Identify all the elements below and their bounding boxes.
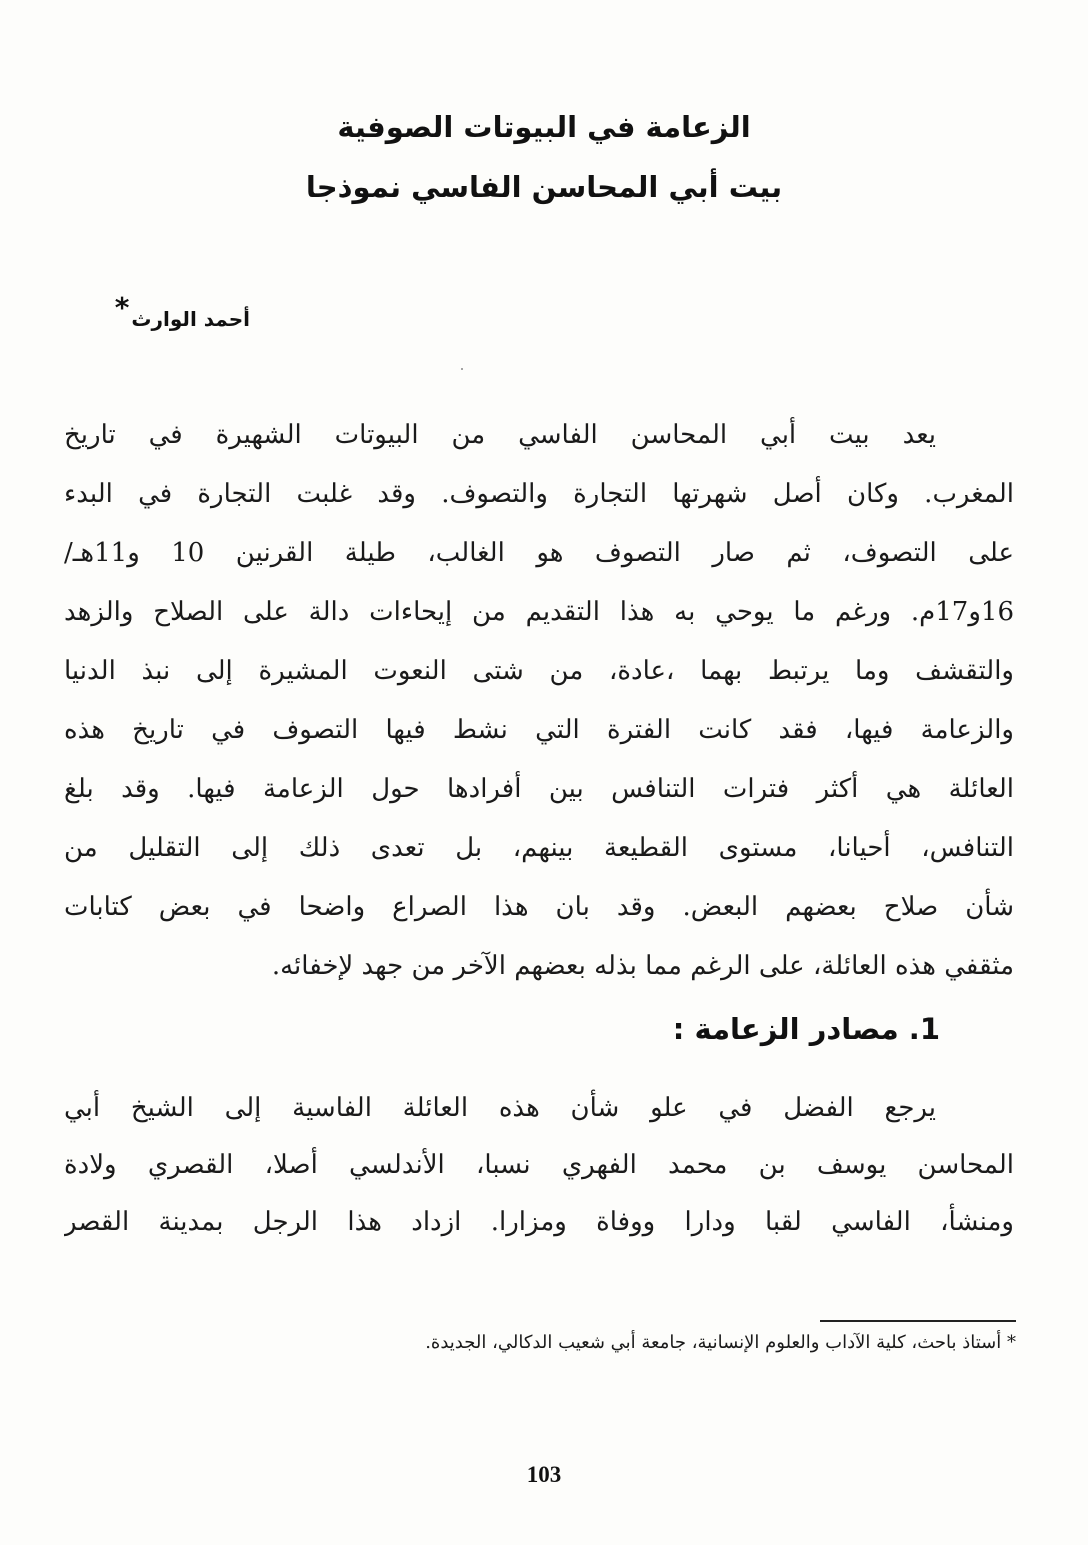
paragraph-2-line: ومنشأ، الفاسي لقبا ودارا ووفاة ومزارا. ازداد هذا الرجل بمدينة القصر [64, 1207, 1014, 1237]
section-heading: 1. مصادر الزعامة : [672, 1012, 940, 1046]
paragraph-1-line: 16و17م. ورغم ما يوحي به هذا التقديم من إيحاءات دالة على الصلاح والزهد [64, 597, 1014, 627]
title-line-1: الزعامة في البيوتات الصوفية [337, 110, 751, 144]
paragraph-1-line: والزعامة فيها، فقد كانت الفترة التي نشط فيها التصوف في تاريخ هذه [64, 715, 1014, 745]
paragraph-1-line: على التصوف، ثم صار التصوف هو الغالب، طيلة القرنين 10 و11هـ/ [64, 538, 1014, 568]
paragraph-1 [64, 406, 1014, 996]
paragraph-1-line: شأن صلاح بعضهم البعض. وقد بان هذا الصراع واضحا في بعض كتابات [64, 892, 1014, 922]
paragraph-1-line: المغرب. وكان أصل شهرتها التجارة والتصوف. وقد غلبت التجارة في البدء [64, 479, 1014, 509]
page-number: 103 [526, 1462, 562, 1487]
footnote-separator [820, 1320, 1016, 1322]
title-line-2: بيت أبي المحاسن الفاسي نموذجا [305, 170, 783, 204]
paragraph-2-line: يرجع الفضل في علو شأن هذه العائلة الفاسية إلى الشيخ أبي [64, 1093, 936, 1123]
paragraph-2 [64, 1080, 1014, 1251]
paragraph-2-line: المحاسن يوسف بن محمد الفهري نسبا، الأندلسي أصلا، القصري ولادة [64, 1150, 1014, 1180]
footnote: * أستاذ باحث، كلية الآداب والعلوم الإنسانية، جامعة أبي شعيب الدكالي، الجديدة. [425, 1332, 1016, 1353]
paragraph-1-line: يعد بيت أبي المحاسن الفاسي من البيوتات الشهيرة في تاريخ [64, 420, 936, 450]
author [114, 291, 250, 333]
author-name: أحمد الوارث [131, 307, 250, 331]
author-footnote-mark: * [114, 291, 130, 324]
paragraph-1-line: العائلة هي أكثر فترات التنافس بين أفرادها حول الزعامة فيها. وقد بلغ [64, 774, 1014, 804]
paragraph-1-line: مثقفي هذه العائلة، على الرغم مما بذله بعضهم الآخر من جهد لإخفائه. [271, 951, 1014, 981]
scan-dot [461, 368, 463, 370]
paragraph-1-line: والتقشف وما يرتبط بهما ،عادة، من شتى النعوت المشيرة إلى نبذ الدنيا [64, 656, 1014, 686]
paragraph-1-line: التنافس، أحيانا، مستوى القطيعة بينهم، بل تعدى ذلك إلى التقليل من [64, 833, 1014, 863]
